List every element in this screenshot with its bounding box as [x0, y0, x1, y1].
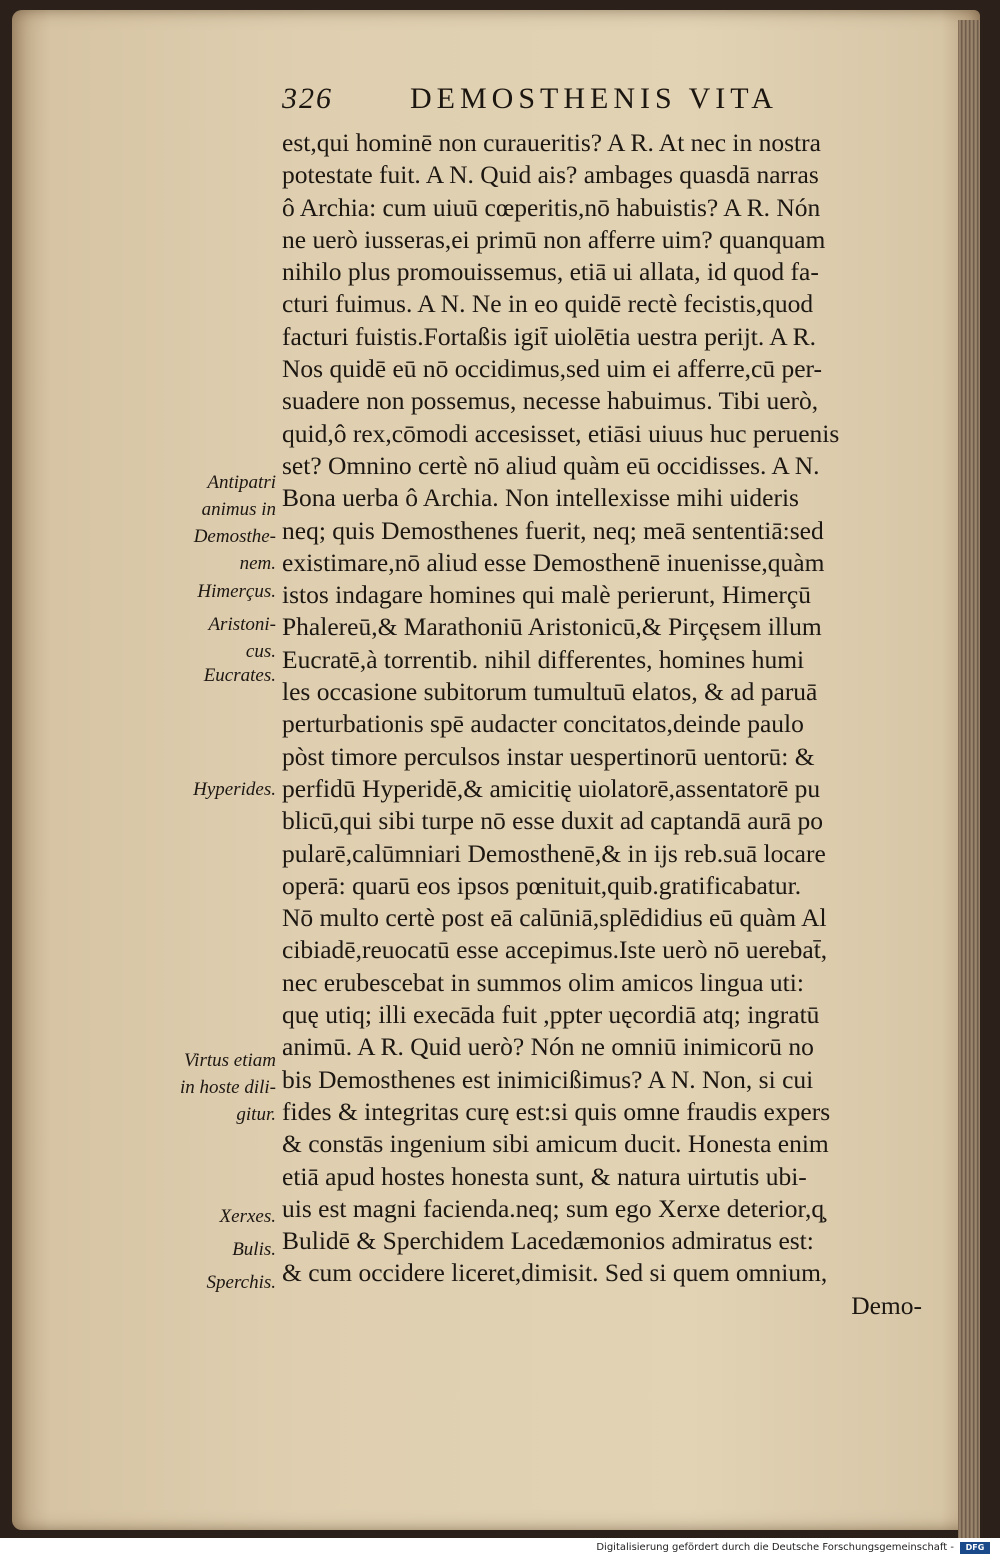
text-line: operā: quarū eos ipsos pœnituit,quib.gratificabatur. [282, 870, 802, 900]
marginal-note-line: cus. [245, 641, 276, 662]
marginal-note-line: Sperchis. [206, 1272, 276, 1293]
marginal-note-line: Antipatri [207, 472, 276, 493]
marginal-note [136, 578, 276, 605]
text-line: bis Demosthenes est inimicißimus? A N. Non, si cui [282, 1064, 814, 1094]
marginal-note-line: Himerçus. [197, 581, 276, 602]
text-line: existimare,nō aliud esse Demosthenē inuenisse,quàm [282, 547, 825, 577]
text-line: animū. A R. Quid uerò? Nón ne omniū inimicorū no [282, 1032, 814, 1062]
marginal-note-line: Hyperides. [193, 779, 276, 800]
marginal-note [136, 1203, 276, 1230]
text-line: quid,ô rex,cōmodi accesisset, etiāsi uiuus huc peruenis [282, 418, 840, 448]
text-line: quę utiq; illi execāda fuit ,ppter uęcordiā atq; ingratū [282, 1000, 820, 1030]
text-line: fides & integritas curę est:si quis omne fraudis expers [282, 1096, 831, 1126]
text-line: Nō multo certè post eā calūniā,splēdidius eū quàm Al [282, 903, 827, 933]
text-line: perfidū Hyperidē,& amicitię uiolatorē,assentatorē pu [282, 773, 821, 803]
text-line: les occasione subitorum tumultuū elatos, & ad paruā [282, 677, 818, 707]
text-line: etiā apud hostes honesta sunt, & natura uirtutis ubi- [282, 1161, 807, 1191]
digitization-footer [0, 1538, 1000, 1558]
text-line: facturi fuistis.Fortaßis igit̄ uiolētia uestra perijt. A R. [282, 321, 817, 351]
running-header [282, 82, 842, 122]
marginal-note-line: Bulis. [232, 1239, 276, 1260]
marginal-note [136, 469, 276, 577]
text-line: neq; quis Demosthenes fuerit, neq; meā sententiā:sed [282, 515, 824, 545]
text-line: Phalereū,& Marathoniū Aristonicū,& Pirçęsem illum [282, 612, 822, 642]
text-line: nihilo plus promouissemus, etiā ui allata, id quod fa- [282, 257, 819, 287]
marginal-note [136, 1236, 276, 1263]
text-line: pòst timore perculsos instar uespertinorū uentorū: & [282, 741, 815, 771]
text-line: nec erubescebat in summos olim amicos lingua uti: [282, 967, 804, 997]
text-line: suadere non possemus, necesse habuimus. Tibi uerò, [282, 386, 819, 416]
text-line: ne uerò iusseras,ei primū non afferre uim? quanquam [282, 224, 826, 254]
page-edge [958, 20, 980, 1540]
main-text-block [282, 127, 924, 1322]
text-line: istos indagare homines qui malè perierunt, Himerçū [282, 580, 811, 610]
marginal-note-line: gitur. [236, 1104, 276, 1125]
text-line: & cum occidere liceret,dimisit. Sed si quem omnium, [282, 1258, 828, 1288]
running-title: DEMOSTHENIS VITA [410, 82, 778, 115]
text-line: & constās ingenium sibi amicum ducit. Honesta enim [282, 1129, 829, 1159]
text-line: cturi fuimus. A N. Ne in eo quidē rectè fecistis,quod [282, 289, 814, 319]
marginal-note [136, 1047, 276, 1128]
text-line: est,qui hominē non curaueritis? A R. At nec in nostra [282, 128, 821, 157]
marginal-note-line: Eucrates. [203, 665, 276, 686]
text-line: blicū,qui sibi turpe nō esse duxit ad captandā aurā po [282, 806, 824, 836]
marginal-note-line: in hoste dili- [179, 1077, 276, 1098]
marginal-note [136, 611, 276, 665]
text-line: uis est magni facienda.neq; sum ego Xerxe deterior,q̧ [282, 1193, 825, 1223]
catchword: Demo- [851, 1290, 922, 1320]
dfg-logo: DFG [960, 1542, 990, 1554]
marginal-note-line: nem. [239, 553, 276, 574]
text-line: Nos quidē eū nō occidimus,sed uim ei afferre,cū per- [282, 354, 823, 384]
marginal-note-line: animus in [201, 499, 276, 520]
text-line: set? Omnino certè nō aliud quàm eū occidisses. A N. [282, 450, 820, 480]
text-line: ô Archia: cum uiuū cœperitis,nō habuistis? A R. Nón [282, 192, 821, 222]
text-line: potestate fuit. A N. Quid ais? ambages quasdā narras [282, 160, 819, 190]
text-line: Eucratē,à torrentib. nihil differentes, homines humi [282, 644, 805, 674]
text-line: cibiadē,reuocatū esse accepimus.Iste uerò nō uerebat̄, [282, 935, 828, 965]
marginal-note-line: Xerxes. [219, 1206, 276, 1227]
marginal-note [136, 662, 276, 689]
page-number: 326 [282, 82, 333, 115]
marginal-note [136, 1269, 276, 1296]
text-line: Bulidē & Sperchidem Lacedæmonios admiratus est: [282, 1226, 814, 1256]
footer-credit: Digitalisierung gefördert durch die Deutsche Forschungsgemeinschaft - [596, 1542, 954, 1553]
marginal-note-line: Demosthe- [193, 526, 276, 547]
text-line: pularē,calūmniari Demosthenē,& in ijs reb.suā locare [282, 838, 826, 868]
marginal-note-line: Aristoni- [208, 614, 276, 635]
text-line: perturbationis spē audacter concitatos,deinde paulo [282, 709, 804, 739]
text-line: Bona uerba ô Archia. Non intellexisse mihi uideris [282, 483, 799, 513]
marginal-note-line: Virtus etiam [183, 1050, 276, 1071]
marginal-note [136, 776, 276, 803]
